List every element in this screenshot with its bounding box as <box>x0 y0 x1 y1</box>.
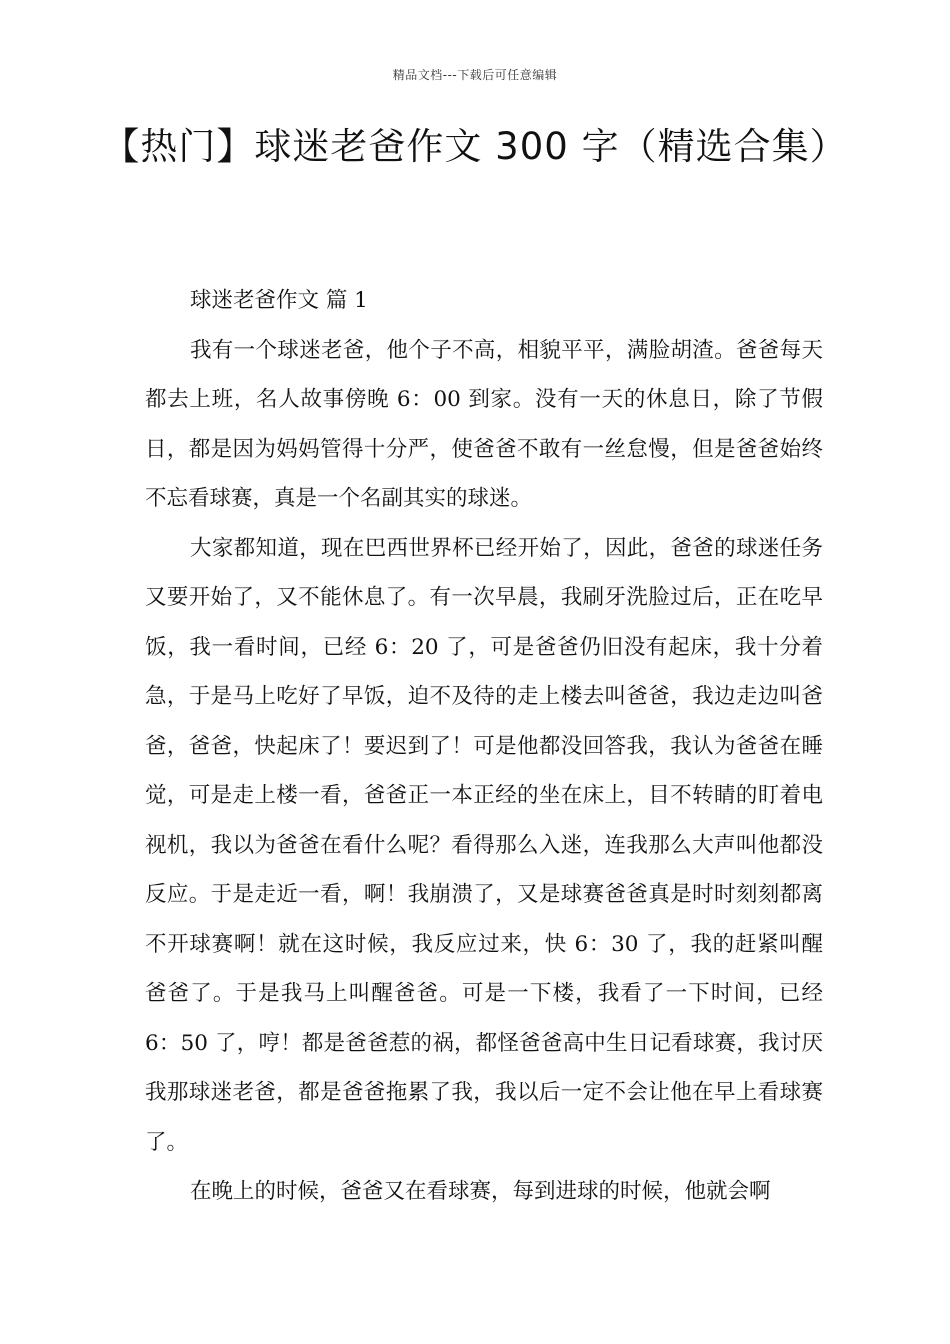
paragraph: 在晚上的时候，爸爸又在看球赛，每到进球的时候，他就会啊 <box>190 1179 771 1204</box>
header-note: 精品文档---下载后可任意编辑 <box>392 68 558 82</box>
document-title: 【热门】球迷老爸作文 300 字（精选合集） <box>102 125 848 168</box>
paragraph: 我有一个球迷老爸，他个子不高，相貌平平，满脸胡渣。爸爸每天都去上班，名人故事傍晚 6：00 到家。没有一天的休息日，除了节假日，都是因为妈妈管得十分严，使爸爸不敢有一丝怠慢，但是爸爸始终不忘看球赛，真是一个名副其实的球迷。 <box>145 337 823 511</box>
section-heading: 球迷老爸作文 篇 1 <box>190 288 368 313</box>
paragraph: 大家都知道，现在巴西世界杯已经开始了，因此，爸爸的球迷任务又要开始了，又不能休息了。有一次早晨，我刷牙洗脸过后，正在吃早饭，我一看时间，已经 6：20 了，可是爸爸仍旧没有起床，我十分着急，于是马上吃好了早饭，迫不及待的走上楼去叫爸爸，我边走边叫爸爸，爸爸，快起床了！要迟到了！可是他都没回答我，我认为爸爸在睡觉，可是走上楼一看，爸爸正一本正经的坐在床上，目不转睛的盯着电视机，我以为爸爸在看什么呢？看得那么入迷，连我那么大声叫他都没反应。于是走近一看，啊！我崩溃了，又是球赛爸爸真是时时刻刻都离不开球赛啊！就在这时候，我反应过来，快 6：30 了，我的赶紧叫醒爸爸了。于是我马上叫醒爸爸。可是一下楼，我看了一下时间，已经 6：50 了，哼！都是爸爸惹的祸，都怪爸爸高中生日记看球赛，我讨厌我那球迷老爸，都是爸爸拖累了我，我以后一定不会让他在早上看球赛了。 <box>145 535 823 1155</box>
document-body <box>145 276 823 1217</box>
